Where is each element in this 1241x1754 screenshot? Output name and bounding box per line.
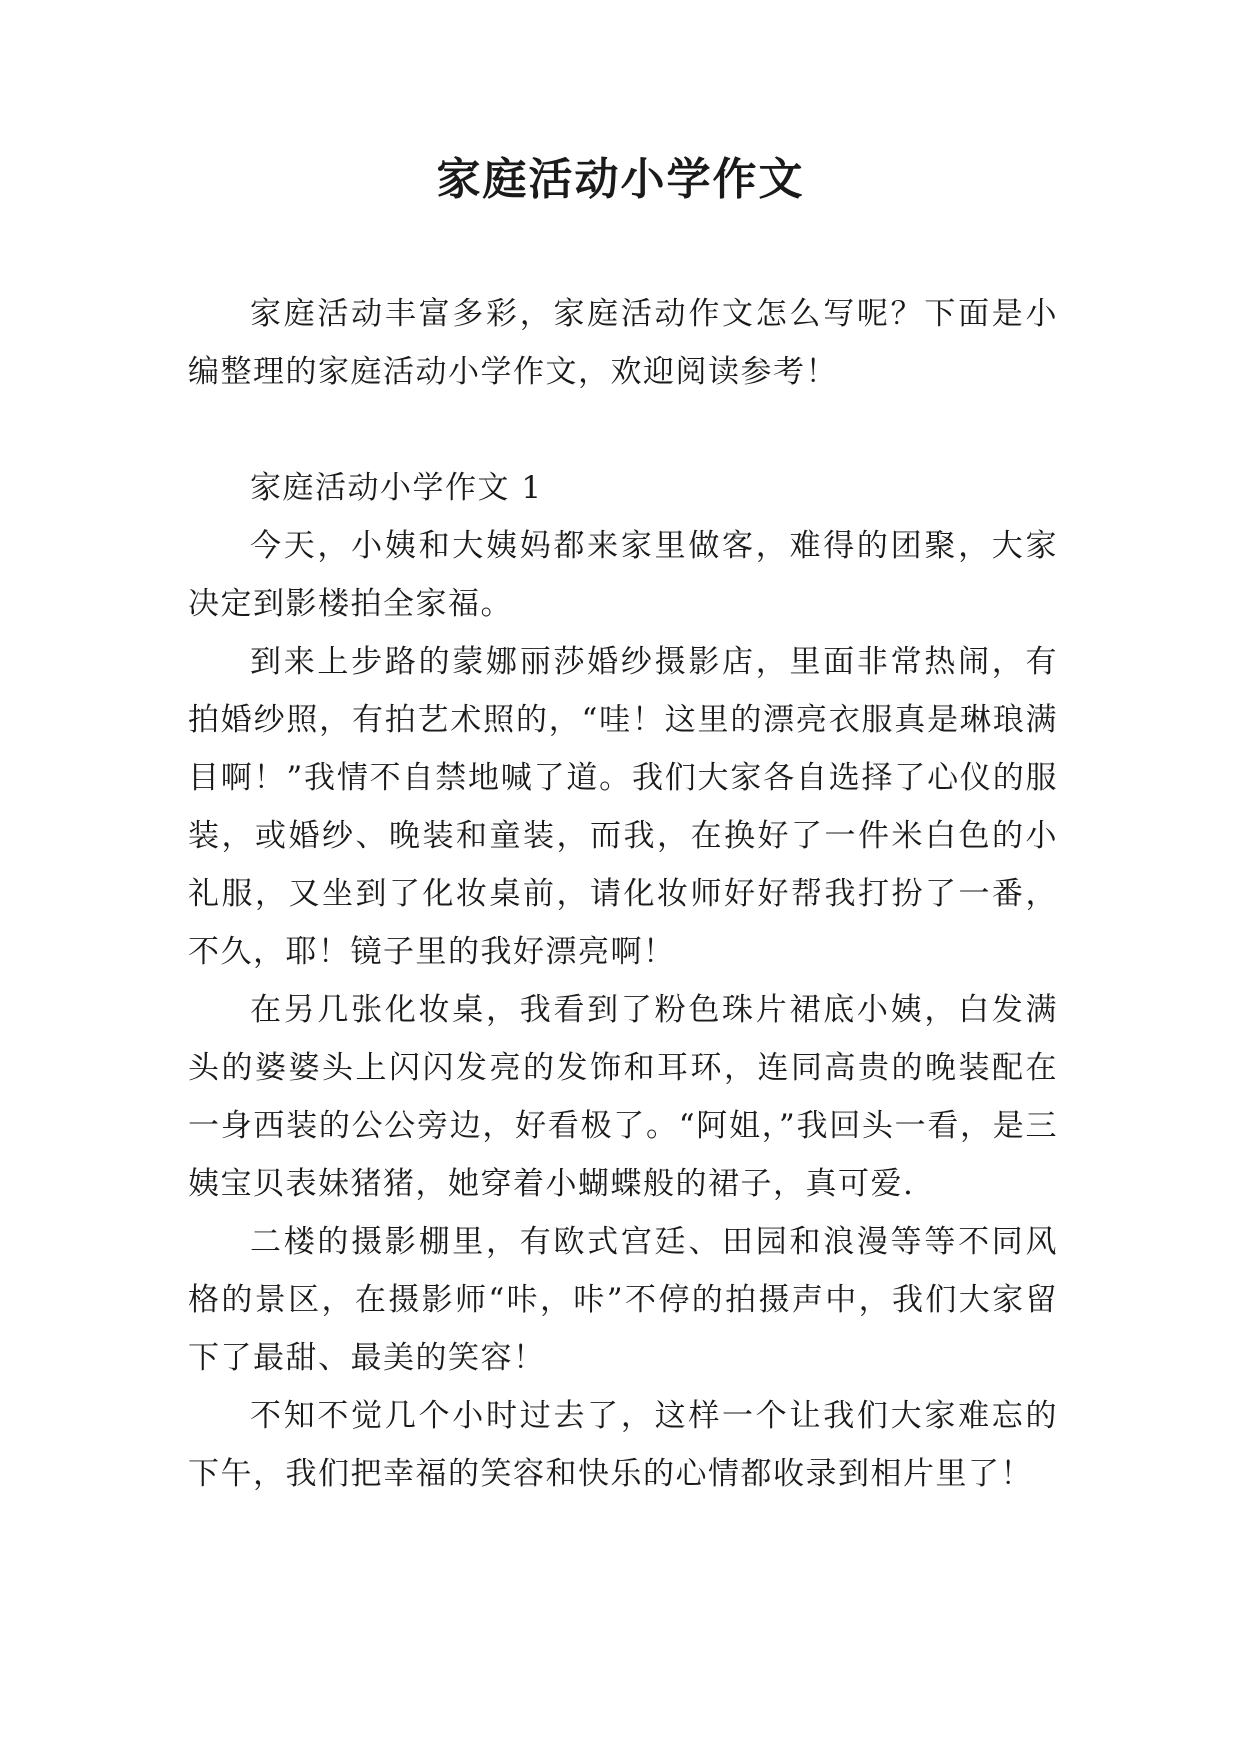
document-body [188, 285, 1058, 1503]
body-paragraph: 不知不觉几个小时过去了，这样一个让我们大家难忘的下午，我们把幸福的笑容和快乐的心情都收录到相片里了！ [188, 1398, 1058, 1492]
section-heading: 家庭活动小学作文 1 [250, 470, 543, 506]
body-paragraph: 在另几张化妆桌，我看到了粉色珠片裙底小姨，白发满头的婆婆头上闪闪发亮的发饰和耳环，连同高贵的晚装配在一身西装的公公旁边，好看极了。“阿姐，”我回头一看，是三姨宝贝表妹猪猪，她穿着小蝴蝶般的裙子，真可爱. [188, 992, 1058, 1202]
document-title: 家庭活动小学作文 [436, 154, 805, 205]
intro-paragraph: 家庭活动丰富多彩，家庭活动作文怎么写呢？下面是小编整理的家庭活动小学作文，欢迎阅读参考！ [188, 296, 1058, 390]
body-paragraph: 二楼的摄影棚里，有欧式宫廷、田园和浪漫等等不同风格的景区，在摄影师“咔，咔”不停的拍摄声中，我们大家留下了最甜、最美的笑容！ [188, 1224, 1058, 1376]
body-paragraph: 到来上步路的蒙娜丽莎婚纱摄影店，里面非常热闹，有拍婚纱照，有拍艺术照的，“哇！这里的漂亮衣服真是琳琅满目啊！”我情不自禁地喊了道。我们大家各自选择了心仪的服装，或婚纱、晚装和童装，而我，在换好了一件米白色的小礼服，又坐到了化妆桌前，请化妆师好好帮我打扮了一番，不久，耶！镜子里的我好漂亮啊！ [188, 644, 1058, 970]
body-paragraph: 今天，小姨和大姨妈都来家里做客，难得的团聚，大家决定到影楼拍全家福。 [188, 528, 1058, 622]
